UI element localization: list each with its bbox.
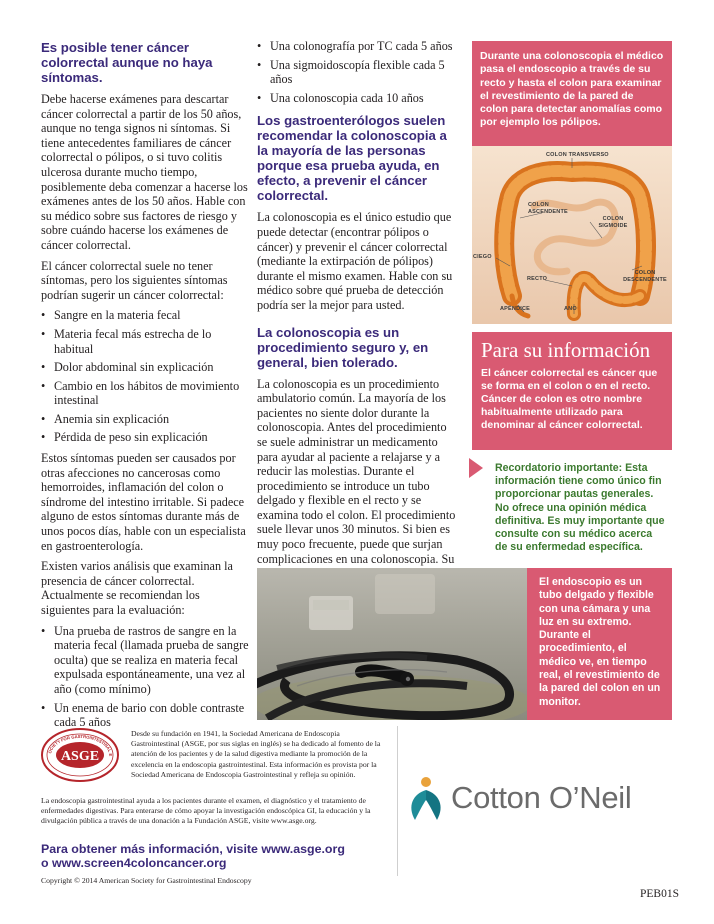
copyright-text: Copyright © 2014 American Society for Gastrointestinal Endoscopy	[41, 876, 252, 885]
label-colon-sigmoide: COLON SIGMOIDE	[598, 216, 628, 229]
label-colon-descendente: COLON DESCENDENTE	[623, 270, 667, 283]
reminder-text: Esta información tiene como único fin proporcionar pautas generales. No ofrece una opinión médica definitiva. Es muy importante que consulte con su médico acerca de su enfermedad específica.	[495, 462, 665, 554]
list-item: • Anemia sin explicación	[41, 412, 249, 427]
cotton-oneil-logo-icon	[405, 776, 447, 824]
asge-description: Desde su fundación en 1941, la Sociedad Americana de Endoscopia Gastrointestinal (ASGE, por sus siglas en inglés) se ha dedicado al fomento de la atención de los pacientes y de la salud digestiva mediante la promoción de la excelencia en la endoscopia gastrointestinal. Esta información es provista por la Sociedad Americana de Endoscopia Gastrointestinal y refleja su opinión.	[131, 729, 381, 779]
paragraph-other-conditions: Estos síntomas pueden ser causados por otras afecciones no cancerosas como hemorroides, inflamación del colon o síndrome del intestino irritable. Si padece alguno de estos síntomas durante más de unos pocos días, hable con un especialista en gastroenterología.	[41, 451, 246, 553]
fyi-box	[472, 332, 672, 450]
cotton-oneil-wordmark: Cotton O’Neil	[451, 780, 632, 815]
symptoms-list	[41, 308, 249, 445]
endoscope-caption: El endoscopio es un tubo delgado y flexible con una cámara y una luz en su extremo. Durante el procedimiento, el médico ve, en tiempo real, el revestimiento de la pared del colon en un monitor.	[539, 576, 661, 708]
tests-list	[41, 624, 249, 730]
list-item: • Cambio en los hábitos de movimiento intestinal	[41, 379, 249, 408]
heading-recommend-colonoscopy: Los gastroenterólogos suelen recomendar la colonoscopia a la mayoría de las personas porque esa prueba ayuda, en efecto, a prevenir el cáncer colorrectal.	[257, 113, 447, 204]
heading-safe-procedure: La colonoscopia es un procedimiento seguro y, en general, bien tolerado.	[257, 324, 429, 370]
colon-anatomy-drawing	[472, 146, 672, 324]
more-info-link-screen4[interactable]: o www.screen4coloncancer.org	[41, 856, 227, 870]
endoscope-photo	[257, 568, 527, 720]
asge-logo: ASGE	[60, 749, 100, 764]
list-item: • Un enema de bario con doble contraste cada 5 años	[41, 701, 249, 730]
list-item: • Pérdida de peso sin explicación	[41, 430, 249, 445]
asge-seal-icon	[41, 728, 119, 782]
list-item: • Una prueba de rastros de sangre en la materia fecal (llamada prueba de sangre oculta) que se realiza en materia fecal expulsada espontáneamente, una vez al año (como mínimo)	[41, 624, 249, 697]
asge-seal	[41, 728, 119, 782]
paragraph-only-study: La colonoscopia es el único estudio que puede detectar (encontrar pólipos o cáncer) y prevenir el cáncer colorrectal (mediante la extirpación de pólipos) durante el mismo examen. Hable con su médico sobre qué prueba de detección podría ser la mejor para usted.	[257, 210, 453, 312]
column-left	[41, 40, 249, 734]
label-ciego: CIEGO	[473, 254, 492, 260]
reminder-title: Recordatorio importante:	[495, 462, 623, 474]
document-code: PEB01S	[640, 888, 679, 900]
paragraph-tests-intro: Existen varios análisis que examinan la presencia de cáncer colorrectal. Actualmente se recomiendan los siguientes para la evaluación:	[41, 559, 233, 617]
label-colon-transverso: COLON TRANSVERSO	[546, 152, 609, 158]
list-item: • Una colonoscopia cada 10 años	[257, 91, 459, 106]
colonoscopy-info-box	[472, 41, 672, 146]
asge-seal-text: OCIETY FOR GASTROINTESTINAL E	[47, 733, 114, 757]
footer-divider	[397, 726, 398, 876]
label-ano: ANO	[564, 306, 577, 312]
tests-list-continued	[257, 39, 459, 105]
fyi-text: El cáncer colorrectal es cáncer que se forma en el colon o en el recto. Cáncer de colon es otro nombre habitualmente utilizado para denominar al cáncer colorrectal.	[481, 367, 658, 431]
label-recto: RECTO	[527, 276, 548, 282]
paragraph-procedure: La colonoscopia es un procedimiento ambulatorio común. La mayoría de los pacientes no siente dolor durante la colonoscopia. Antes del procedimiento se suele administrar un medicamento para ayudar al paciente a relajarse y a reducir las molestias. Durante el procedimiento se introduce un tubo delgado y flexible en el recto y se examina todo el colon. El procedimiento suele llevar unos 30 minutos. Si bien es muy poco frecuente, puede que surjan complicaciones en una colonoscopia. Su	[257, 376, 456, 566]
list-item: • Dolor abdominal sin explicación	[41, 360, 249, 375]
heading-no-symptoms: Es posible tener cáncer colorrectal aunque no haya síntomas.	[41, 40, 213, 85]
endoscope-caption-box	[527, 568, 672, 720]
paragraph-screening-age: Debe hacerse exámenes para descartar cáncer colorrectal a partir de los 50 años, aunque no tenga signos ni síntomas. Si tiene antecedentes familiares de cáncer colorrectal o pólipos, o si tuvo colitis ulcerosa durante mucho tiempo, posiblemente deba comenzar a hacerse los exámenes antes de los 50 años. Hable con su médico sobre sus factores de riesgo y sobre cuándo hacerse los exámenes de cáncer colorrectal.	[41, 92, 248, 252]
fyi-title: Para su información	[481, 338, 651, 362]
endoscopy-description: La endoscopia gastrointestinal ayuda a los pacientes durante el examen, el diagnóstico y el tratamiento de enfermedades digestivas. Para enterarse de cómo apoyar la investigación endoscópica GI, la educación y la divulgación pública a través de una donación a la Fundación ASGE, visite www.asge.org.	[41, 796, 371, 826]
paragraph-symptoms-intro: El cáncer colorrectal suele no tener síntomas, pero los siguientes síntomas podrían sugerir un cáncer colorrectal:	[41, 258, 228, 302]
colonoscopy-box-text: Durante una colonoscopia el médico pasa el endoscopio a través de su recto y hasta el colon para examinar el revestimiento de la pared de colon para detectar anomalías como por ejemplo los pólipos.	[480, 50, 664, 129]
cotton-oneil-logo	[405, 774, 677, 824]
endoscope-drawing	[257, 568, 527, 720]
label-apendice: APÉNDICE	[500, 306, 531, 312]
column-middle	[257, 39, 459, 595]
label-colon-ascendente: COLON ASCENDENTE	[528, 202, 568, 215]
colon-anatomy-illustration	[472, 146, 672, 324]
reminder-box	[495, 462, 665, 554]
list-item: • Una colonografía por TC cada 5 años	[257, 39, 459, 54]
reminder-arrow	[469, 458, 483, 478]
more-info-link-asge[interactable]: Para obtener más información, visite www.asge.org	[41, 842, 345, 856]
list-item: • Materia fecal más estrecha de lo habitual	[41, 327, 249, 356]
list-item: • Sangre en la materia fecal	[41, 308, 249, 323]
list-item: • Una sigmoidoscopía flexible cada 5 años	[257, 58, 459, 87]
